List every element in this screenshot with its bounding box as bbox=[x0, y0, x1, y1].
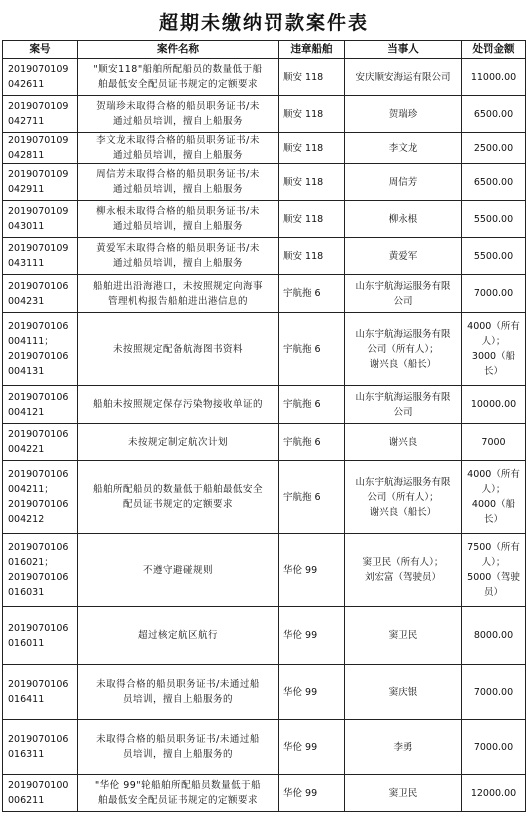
cell-text-line: 顺安 118 bbox=[283, 213, 324, 225]
cell-text-line: 贺瑞珍 bbox=[388, 108, 418, 120]
cell-text-line: 7000.00 bbox=[473, 741, 514, 753]
cell-text-line: 未取得合格的船员职务证书/未通过船 bbox=[96, 679, 260, 690]
party-cell bbox=[345, 133, 462, 164]
ship-cell bbox=[279, 775, 345, 812]
cell-text-line: 宇航拖 6 bbox=[283, 436, 321, 448]
cell-text-line: 未取得合格的船员职务证书/未通过船 bbox=[96, 734, 260, 745]
cell-text-line: 7500（所有 bbox=[467, 542, 520, 553]
cell-text-line: 通过船员培训，擅自上船服务 bbox=[112, 221, 243, 232]
cell-text-line: 11000.00 bbox=[470, 71, 517, 83]
page-title: 超期未缴纳罚款案件表 bbox=[158, 12, 369, 34]
case-number-cell bbox=[3, 275, 78, 313]
cell-text-line: 船舶所配船员的数量低于船舶最低安全 bbox=[92, 484, 263, 495]
cell-text-line: 6500.00 bbox=[473, 108, 514, 120]
ship-cell bbox=[279, 665, 345, 720]
case-number-cell bbox=[3, 164, 78, 201]
cell-text-line: 016021； bbox=[8, 557, 54, 568]
cell-text-line: 5500.00 bbox=[473, 213, 514, 225]
amount-cell bbox=[462, 720, 526, 775]
cell-text-line: 黄爱军未取得合格的船员职务证书/未 bbox=[96, 243, 260, 254]
ship-cell bbox=[279, 607, 345, 665]
amount-cell bbox=[462, 424, 526, 461]
cell-text-line: 4000（船 bbox=[471, 499, 516, 510]
cell-text-line: 窦庆银 bbox=[388, 686, 418, 698]
cell-text-line: 人）； bbox=[481, 557, 506, 568]
ship-cell bbox=[279, 96, 345, 133]
cases-table bbox=[2, 40, 526, 812]
cell-text-line: 2019070106 bbox=[8, 734, 69, 745]
header-ship: 违章船舶 bbox=[279, 41, 345, 59]
cell-text-line: 004212 bbox=[8, 514, 45, 525]
cell-text-line: 不遵守避碰规则 bbox=[142, 564, 213, 576]
amount-cell bbox=[462, 201, 526, 238]
ship-cell bbox=[279, 424, 345, 461]
case-number-cell bbox=[3, 775, 78, 812]
case-number-cell bbox=[3, 665, 78, 720]
table-row bbox=[3, 720, 526, 775]
cell-text-line: 2019070106 bbox=[8, 679, 69, 690]
table-row bbox=[3, 461, 526, 534]
cell-text-line: 12000.00 bbox=[470, 787, 517, 799]
amount-cell bbox=[462, 59, 526, 96]
case-number-cell bbox=[3, 313, 78, 386]
cell-text-line: 贺瑞珍未取得合格的船员职务证书/未 bbox=[96, 101, 260, 112]
ship-cell bbox=[279, 461, 345, 534]
cell-text-line: 通过船员培训，擅自上船服务 bbox=[112, 116, 243, 127]
ship-cell bbox=[279, 133, 345, 164]
header-case-no: 案号 bbox=[3, 41, 78, 59]
cell-text-line: 043111 bbox=[8, 258, 45, 269]
cell-text-line: 窦卫民 bbox=[388, 787, 418, 799]
case-name-cell bbox=[78, 275, 279, 313]
case-number-cell bbox=[3, 238, 78, 275]
cell-text-line: 宇航拖 6 bbox=[283, 491, 321, 503]
cell-text-line: 李文龙未取得合格的船员职务证书/未 bbox=[96, 135, 260, 146]
cell-text-line: "顺安118"船舶所配船员的数量低于船 bbox=[93, 64, 263, 75]
cell-text-line: 004211； bbox=[8, 484, 54, 495]
cell-text-line: 004231 bbox=[8, 295, 45, 307]
table-row bbox=[3, 313, 526, 386]
amount-cell bbox=[462, 96, 526, 133]
ship-cell bbox=[279, 720, 345, 775]
case-name-cell bbox=[78, 164, 279, 201]
table-header-row bbox=[3, 41, 526, 59]
cell-text-line: 船舶未按照规定保存污染物接收单证的 bbox=[92, 399, 263, 410]
cell-text-line: 公司（所有人）； bbox=[367, 343, 439, 355]
cell-text-line: 谢兴良（船长） bbox=[369, 358, 437, 370]
cell-text-line: 公司 bbox=[393, 406, 413, 418]
case-name-cell bbox=[78, 720, 279, 775]
table-row bbox=[3, 201, 526, 238]
cell-text-line: 042611 bbox=[8, 79, 45, 90]
cell-text-line: 通过船员培训，擅自上船服务 bbox=[112, 150, 243, 161]
party-cell bbox=[345, 775, 462, 812]
case-name-cell bbox=[78, 96, 279, 133]
ship-cell bbox=[279, 534, 345, 607]
amount-cell bbox=[462, 534, 526, 607]
cell-text-line: 舶最低安全配员证书规定的定额要求 bbox=[97, 79, 258, 90]
cell-text-line: 华伦 99 bbox=[283, 741, 318, 753]
cell-text-line: 山东宇航海运服务有限 bbox=[355, 476, 451, 488]
cell-text-line: 李勇 bbox=[393, 741, 413, 753]
cell-text-line: 2019070109 bbox=[8, 101, 69, 112]
cell-text-line: 山东宇航海运服务有限 bbox=[355, 391, 451, 403]
case-number-cell bbox=[3, 534, 78, 607]
cell-text-line: 舶最低安全配员证书规定的定额要求 bbox=[97, 795, 258, 806]
case-name-cell bbox=[78, 607, 279, 665]
party-cell bbox=[345, 720, 462, 775]
party-cell bbox=[345, 665, 462, 720]
cell-text-line: 2019070106 bbox=[8, 391, 69, 403]
party-cell bbox=[345, 424, 462, 461]
cell-text-line: 7000 bbox=[481, 436, 506, 448]
case-name-cell bbox=[78, 386, 279, 424]
case-number-cell bbox=[3, 386, 78, 424]
cell-text-line: 2019070106 bbox=[8, 622, 69, 634]
cell-text-line: 7000.00 bbox=[473, 686, 514, 698]
cell-text-line: 043011 bbox=[8, 221, 45, 232]
cell-text-line: 刘宏富（驾驶员） bbox=[364, 572, 441, 583]
case-name-cell bbox=[78, 534, 279, 607]
cell-text-line: 2019070106 bbox=[8, 351, 69, 362]
cell-text-line: 配员证书规定的定额要求 bbox=[122, 499, 233, 510]
cell-text-line: 窦卫民 bbox=[388, 630, 418, 641]
cell-text-line: 华伦 99 bbox=[283, 564, 318, 576]
cell-text-line: 通过船员培训，擅自上船服务 bbox=[112, 258, 243, 269]
cell-text-line: 船舶进出沿海港口，未按照规定向海事 bbox=[92, 280, 263, 292]
case-number-cell bbox=[3, 133, 78, 164]
party-cell bbox=[345, 534, 462, 607]
cell-text-line: 超过核定航区航行 bbox=[137, 630, 218, 641]
table-row bbox=[3, 775, 526, 812]
cell-text-line: 2019070109 bbox=[8, 169, 69, 180]
cell-text-line: "华伦 99"轮船舶所配船员数量低于船 bbox=[94, 780, 262, 791]
case-name-cell bbox=[78, 313, 279, 386]
cell-text-line: 2019070109 bbox=[8, 243, 69, 254]
ship-cell bbox=[279, 238, 345, 275]
case-number-cell bbox=[3, 201, 78, 238]
cell-text-line: 华伦 99 bbox=[283, 630, 318, 641]
cell-text-line: 7000.00 bbox=[473, 288, 514, 299]
case-number-cell bbox=[3, 59, 78, 96]
cell-text-line: 宇航拖 6 bbox=[283, 343, 321, 355]
cell-text-line: 未按照规定配备航海图书资料 bbox=[112, 343, 243, 355]
party-cell bbox=[345, 59, 462, 96]
cell-text-line: 周信芳未取得合格的船员职务证书/未 bbox=[96, 169, 260, 180]
ship-cell bbox=[279, 201, 345, 238]
amount-cell bbox=[462, 607, 526, 665]
header-case-name: 案件名称 bbox=[78, 41, 279, 59]
cell-text-line: 3000（船 bbox=[471, 351, 516, 362]
cell-text-line: 4000（所有 bbox=[467, 321, 520, 332]
cell-text-line: 员培训，擅自上船服务的 bbox=[122, 694, 233, 705]
cell-text-line: 柳永根未取得合格的船员职务证书/未 bbox=[96, 206, 260, 217]
amount-cell bbox=[462, 461, 526, 534]
cell-text-line: 10000.00 bbox=[470, 399, 517, 410]
cell-text-line: 柳永根 bbox=[388, 213, 418, 225]
ship-cell bbox=[279, 275, 345, 313]
cell-text-line: 5500.00 bbox=[473, 250, 514, 262]
table-row bbox=[3, 534, 526, 607]
cell-text-line: 004131 bbox=[8, 366, 45, 377]
cell-text-line: 2019070106 bbox=[8, 572, 69, 583]
table-row bbox=[3, 607, 526, 665]
amount-cell bbox=[462, 386, 526, 424]
case-name-cell bbox=[78, 59, 279, 96]
cell-text-line: 006211 bbox=[8, 795, 45, 806]
cell-text-line: 顺安 118 bbox=[283, 176, 324, 188]
case-name-cell bbox=[78, 665, 279, 720]
cell-text-line: 通过船员培训，擅自上船服务 bbox=[112, 184, 243, 195]
cell-text-line: 2019070106 bbox=[8, 280, 69, 292]
cell-text-line: 未按规定制定航次计划 bbox=[127, 436, 228, 448]
cell-text-line: 华伦 99 bbox=[283, 787, 318, 799]
cell-text-line: 窦卫民（所有人）； bbox=[362, 557, 444, 568]
cell-text-line: 2019070106 bbox=[8, 321, 69, 332]
cell-text-line: 004111； bbox=[8, 336, 54, 347]
cell-text-line: 谢兴良（船长） bbox=[369, 506, 437, 518]
cell-text-line: 4000（所有 bbox=[467, 469, 520, 480]
cell-text-line: 华伦 99 bbox=[283, 686, 318, 698]
table-row bbox=[3, 386, 526, 424]
cell-text-line: 042711 bbox=[8, 116, 45, 127]
case-number-cell bbox=[3, 607, 78, 665]
case-name-cell bbox=[78, 201, 279, 238]
header-amount: 处罚金额 bbox=[462, 41, 526, 59]
amount-cell bbox=[462, 133, 526, 164]
cell-text-line: 员培训，擅自上船服务的 bbox=[122, 749, 233, 760]
cell-text-line: 5000（驾驶 bbox=[467, 572, 520, 583]
party-cell bbox=[345, 313, 462, 386]
cell-text-line: 2019070106 bbox=[8, 469, 69, 480]
header-party: 当事人 bbox=[345, 41, 462, 59]
cell-text-line: 016011 bbox=[8, 637, 45, 649]
cell-text-line: 2019070109 bbox=[8, 206, 69, 217]
table-row bbox=[3, 275, 526, 313]
amount-cell bbox=[462, 775, 526, 812]
case-name-cell bbox=[78, 424, 279, 461]
case-number-cell bbox=[3, 720, 78, 775]
cell-text-line: 宇航拖 6 bbox=[283, 288, 321, 299]
cell-text-line: 员） bbox=[483, 587, 503, 598]
cell-text-line: 公司（所有人）； bbox=[367, 491, 439, 503]
cell-text-line: 山东宇航海运服务有限 bbox=[355, 280, 451, 292]
party-cell bbox=[345, 461, 462, 534]
cell-text-line: 042911 bbox=[8, 184, 45, 195]
cell-text-line: 042811 bbox=[8, 150, 45, 161]
cell-text-line: 8000.00 bbox=[473, 630, 514, 641]
party-cell bbox=[345, 96, 462, 133]
cell-text-line: 顺安 118 bbox=[283, 250, 324, 262]
case-name-cell bbox=[78, 461, 279, 534]
cell-text-line: 6500.00 bbox=[473, 176, 514, 188]
cell-text-line: 016311 bbox=[8, 749, 45, 760]
cell-text-line: 2019070106 bbox=[8, 499, 69, 510]
cell-text-line: 2019070100 bbox=[8, 780, 69, 791]
cell-text-line: 004121 bbox=[8, 406, 45, 418]
case-name-cell bbox=[78, 238, 279, 275]
cell-text-line: 016031 bbox=[8, 587, 45, 598]
cell-text-line: 2019070106 bbox=[8, 429, 69, 440]
party-cell bbox=[345, 164, 462, 201]
cell-text-line: 李文龙 bbox=[388, 142, 418, 154]
party-cell bbox=[345, 238, 462, 275]
case-number-cell bbox=[3, 461, 78, 534]
amount-cell bbox=[462, 275, 526, 313]
cell-text-line: 016411 bbox=[8, 694, 45, 705]
ship-cell bbox=[279, 59, 345, 96]
case-name-cell bbox=[78, 775, 279, 812]
cell-text-line: 2019070109 bbox=[8, 135, 69, 146]
cell-text-line: 2019070109 bbox=[8, 64, 69, 75]
cell-text-line: 宇航拖 6 bbox=[283, 399, 321, 410]
party-cell bbox=[345, 275, 462, 313]
cell-text-line: 顺安 118 bbox=[283, 142, 324, 154]
party-cell bbox=[345, 201, 462, 238]
cell-text-line: 2500.00 bbox=[473, 142, 514, 154]
cell-text-line: 2019070106 bbox=[8, 542, 69, 553]
table-row bbox=[3, 665, 526, 720]
case-number-cell bbox=[3, 96, 78, 133]
amount-cell bbox=[462, 313, 526, 386]
amount-cell bbox=[462, 164, 526, 201]
case-name-cell bbox=[78, 133, 279, 164]
party-cell bbox=[345, 607, 462, 665]
cell-text-line: 顺安 118 bbox=[283, 71, 324, 83]
case-number-cell bbox=[3, 424, 78, 461]
ship-cell bbox=[279, 386, 345, 424]
ship-cell bbox=[279, 164, 345, 201]
table-row bbox=[3, 59, 526, 96]
cell-text-line: 人）； bbox=[481, 336, 506, 347]
table-row bbox=[3, 164, 526, 201]
table-row bbox=[3, 96, 526, 133]
cell-text-line: 山东宇航海运服务有限 bbox=[355, 328, 451, 340]
cell-text-line: 管理机构报告船舶进出港信息的 bbox=[107, 295, 248, 307]
table-body bbox=[3, 59, 526, 812]
party-cell bbox=[345, 386, 462, 424]
cell-text-line: 安庆顺安海运有限公司 bbox=[355, 71, 451, 83]
table-row bbox=[3, 238, 526, 275]
table-row bbox=[3, 133, 526, 164]
cell-text-line: 谢兴良 bbox=[388, 436, 418, 448]
cell-text-line: 人）； bbox=[481, 484, 506, 495]
cell-text-line: 黄爱军 bbox=[388, 250, 418, 262]
cell-text-line: 周信芳 bbox=[388, 176, 418, 188]
cell-text-line: 004221 bbox=[8, 444, 45, 455]
table-row bbox=[3, 424, 526, 461]
ship-cell bbox=[279, 313, 345, 386]
cell-text-line: 顺安 118 bbox=[283, 108, 324, 120]
amount-cell bbox=[462, 238, 526, 275]
amount-cell bbox=[462, 665, 526, 720]
cell-text-line: 公司 bbox=[393, 295, 413, 307]
cell-text-line: 长） bbox=[483, 366, 503, 377]
cell-text-line: 长） bbox=[483, 514, 503, 525]
